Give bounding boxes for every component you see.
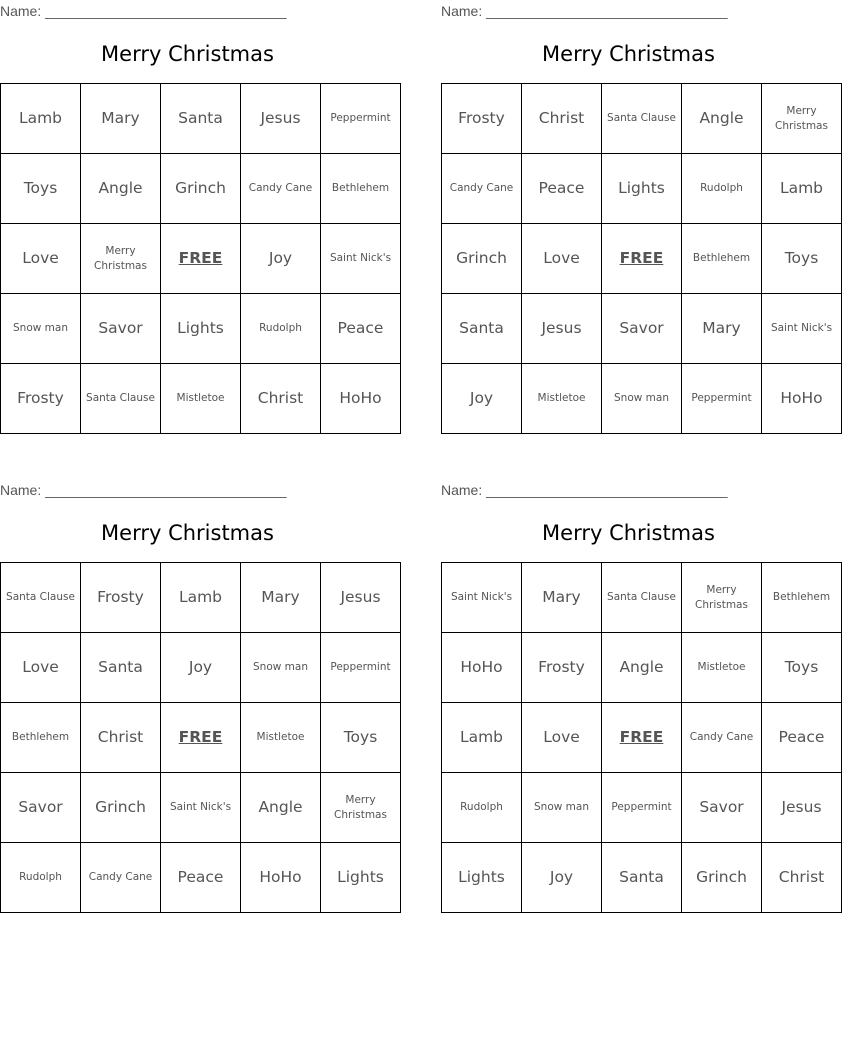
grid-row <box>1 84 401 154</box>
free-space: FREE <box>602 703 682 773</box>
bingo-cell: Saint Nick's <box>161 773 241 843</box>
bingo-grid <box>0 83 401 434</box>
bingo-cell: Mistletoe <box>241 703 321 773</box>
bingo-cell: Angle <box>81 154 161 224</box>
bingo-cell: Savor <box>1 773 81 843</box>
bingo-cell: Snow man <box>1 294 81 364</box>
bingo-cell: Snow man <box>241 633 321 703</box>
bingo-cell: Lights <box>442 843 522 913</box>
bingo-cell: Santa <box>81 633 161 703</box>
bingo-cell: Santa Clause <box>602 84 682 154</box>
grid-row <box>1 294 401 364</box>
bingo-cell: Snow man <box>602 364 682 434</box>
bingo-cell: Grinch <box>161 154 241 224</box>
bingo-cell: Lamb <box>1 84 81 154</box>
bingo-cell: Candy Cane <box>682 703 762 773</box>
grid-row <box>1 224 401 294</box>
bingo-cell: Toys <box>321 703 401 773</box>
free-space: FREE <box>602 224 682 294</box>
bingo-cell: Angle <box>602 633 682 703</box>
grid-row <box>442 224 842 294</box>
bingo-cell: Christ <box>522 84 602 154</box>
bingo-cell: HoHo <box>442 633 522 703</box>
bingo-cell: Mistletoe <box>522 364 602 434</box>
bingo-cell: Joy <box>522 843 602 913</box>
card-title: Merry Christmas <box>101 521 274 545</box>
bingo-cell: Santa <box>602 843 682 913</box>
card-title: Merry Christmas <box>542 521 715 545</box>
grid-row <box>1 703 401 773</box>
bingo-cell: Merry Christmas <box>321 773 401 843</box>
bingo-cell: Savor <box>81 294 161 364</box>
card-title: Merry Christmas <box>101 42 274 66</box>
bingo-cell: Peace <box>161 843 241 913</box>
grid-row <box>1 364 401 434</box>
free-space: FREE <box>161 224 241 294</box>
grid-row <box>442 84 842 154</box>
bingo-cell: Lights <box>602 154 682 224</box>
bingo-cell: Frosty <box>442 84 522 154</box>
bingo-cell: Bethlehem <box>762 563 842 633</box>
name-field: Name: _______________________________ <box>441 3 728 19</box>
grid-row <box>442 773 842 843</box>
bingo-cell: Santa <box>161 84 241 154</box>
bingo-cell: Toys <box>1 154 81 224</box>
bingo-cell: Peace <box>762 703 842 773</box>
bingo-cell: Love <box>1 633 81 703</box>
bingo-cell: Mistletoe <box>682 633 762 703</box>
grid-row <box>442 364 842 434</box>
grid-row <box>1 563 401 633</box>
bingo-cell: Peppermint <box>321 84 401 154</box>
bingo-cell: Merry Christmas <box>762 84 842 154</box>
grid-row <box>442 843 842 913</box>
bingo-cell: Jesus <box>522 294 602 364</box>
bingo-cell: Frosty <box>81 563 161 633</box>
bingo-cell: Santa Clause <box>602 563 682 633</box>
grid-row <box>1 773 401 843</box>
bingo-cell: Mary <box>682 294 762 364</box>
bingo-cell: Lamb <box>442 703 522 773</box>
bingo-cell: HoHo <box>241 843 321 913</box>
bingo-cell: Candy Cane <box>241 154 321 224</box>
bingo-cell: Christ <box>762 843 842 913</box>
bingo-cell: Love <box>522 703 602 773</box>
bingo-cell: Santa Clause <box>1 563 81 633</box>
bingo-cell: Merry Christmas <box>682 563 762 633</box>
grid-row <box>1 154 401 224</box>
bingo-cell: Savor <box>682 773 762 843</box>
bingo-cell: Grinch <box>682 843 762 913</box>
bingo-cell: Jesus <box>321 563 401 633</box>
bingo-cell: Love <box>1 224 81 294</box>
bingo-cell: Bethlehem <box>682 224 762 294</box>
bingo-cell: Peace <box>522 154 602 224</box>
grid-row <box>442 154 842 224</box>
free-space: FREE <box>161 703 241 773</box>
bingo-cell: Grinch <box>442 224 522 294</box>
bingo-cell: Peace <box>321 294 401 364</box>
bingo-cell: Santa Clause <box>81 364 161 434</box>
bingo-cell: Peppermint <box>682 364 762 434</box>
bingo-cell: Lamb <box>762 154 842 224</box>
bingo-cell: Mary <box>81 84 161 154</box>
bingo-cell: Saint Nick's <box>442 563 522 633</box>
bingo-cell: Rudolph <box>442 773 522 843</box>
bingo-grid <box>441 562 842 913</box>
bingo-cell: Bethlehem <box>321 154 401 224</box>
bingo-cell: Snow man <box>522 773 602 843</box>
bingo-cell: Rudolph <box>241 294 321 364</box>
grid-row <box>442 294 842 364</box>
bingo-cell: Toys <box>762 633 842 703</box>
bingo-cell: Lights <box>321 843 401 913</box>
bingo-cell: Jesus <box>762 773 842 843</box>
bingo-cell: Merry Christmas <box>81 224 161 294</box>
bingo-cell: Lamb <box>161 563 241 633</box>
name-field: Name: _______________________________ <box>0 3 287 19</box>
bingo-cell: Lights <box>161 294 241 364</box>
grid-row <box>442 633 842 703</box>
grid-row <box>1 633 401 703</box>
bingo-cell: Angle <box>241 773 321 843</box>
bingo-grid <box>441 83 842 434</box>
bingo-cell: HoHo <box>321 364 401 434</box>
bingo-cell: Rudolph <box>682 154 762 224</box>
bingo-cell: Bethlehem <box>1 703 81 773</box>
bingo-cell: Love <box>522 224 602 294</box>
name-field: Name: _______________________________ <box>441 482 728 498</box>
card-title: Merry Christmas <box>542 42 715 66</box>
grid-row <box>442 563 842 633</box>
bingo-cell: Candy Cane <box>442 154 522 224</box>
bingo-cell: Santa <box>442 294 522 364</box>
bingo-cell: Joy <box>161 633 241 703</box>
name-field: Name: _______________________________ <box>0 482 287 498</box>
bingo-cell: Angle <box>682 84 762 154</box>
bingo-cell: Jesus <box>241 84 321 154</box>
bingo-cell: Peppermint <box>602 773 682 843</box>
bingo-cell: Rudolph <box>1 843 81 913</box>
bingo-cell: Mary <box>522 563 602 633</box>
bingo-cell: Christ <box>241 364 321 434</box>
bingo-cell: Saint Nick's <box>762 294 842 364</box>
grid-row <box>1 843 401 913</box>
bingo-cell: Joy <box>241 224 321 294</box>
bingo-cell: Grinch <box>81 773 161 843</box>
bingo-cell: Toys <box>762 224 842 294</box>
bingo-grid <box>0 562 401 913</box>
bingo-cell: Candy Cane <box>81 843 161 913</box>
bingo-cell: Joy <box>442 364 522 434</box>
bingo-cell: Mistletoe <box>161 364 241 434</box>
bingo-cell: Frosty <box>522 633 602 703</box>
bingo-cell: Frosty <box>1 364 81 434</box>
bingo-cell: Christ <box>81 703 161 773</box>
bingo-cell: Peppermint <box>321 633 401 703</box>
bingo-cell: Saint Nick's <box>321 224 401 294</box>
grid-row <box>442 703 842 773</box>
bingo-cell: HoHo <box>762 364 842 434</box>
bingo-cell: Savor <box>602 294 682 364</box>
bingo-cell: Mary <box>241 563 321 633</box>
